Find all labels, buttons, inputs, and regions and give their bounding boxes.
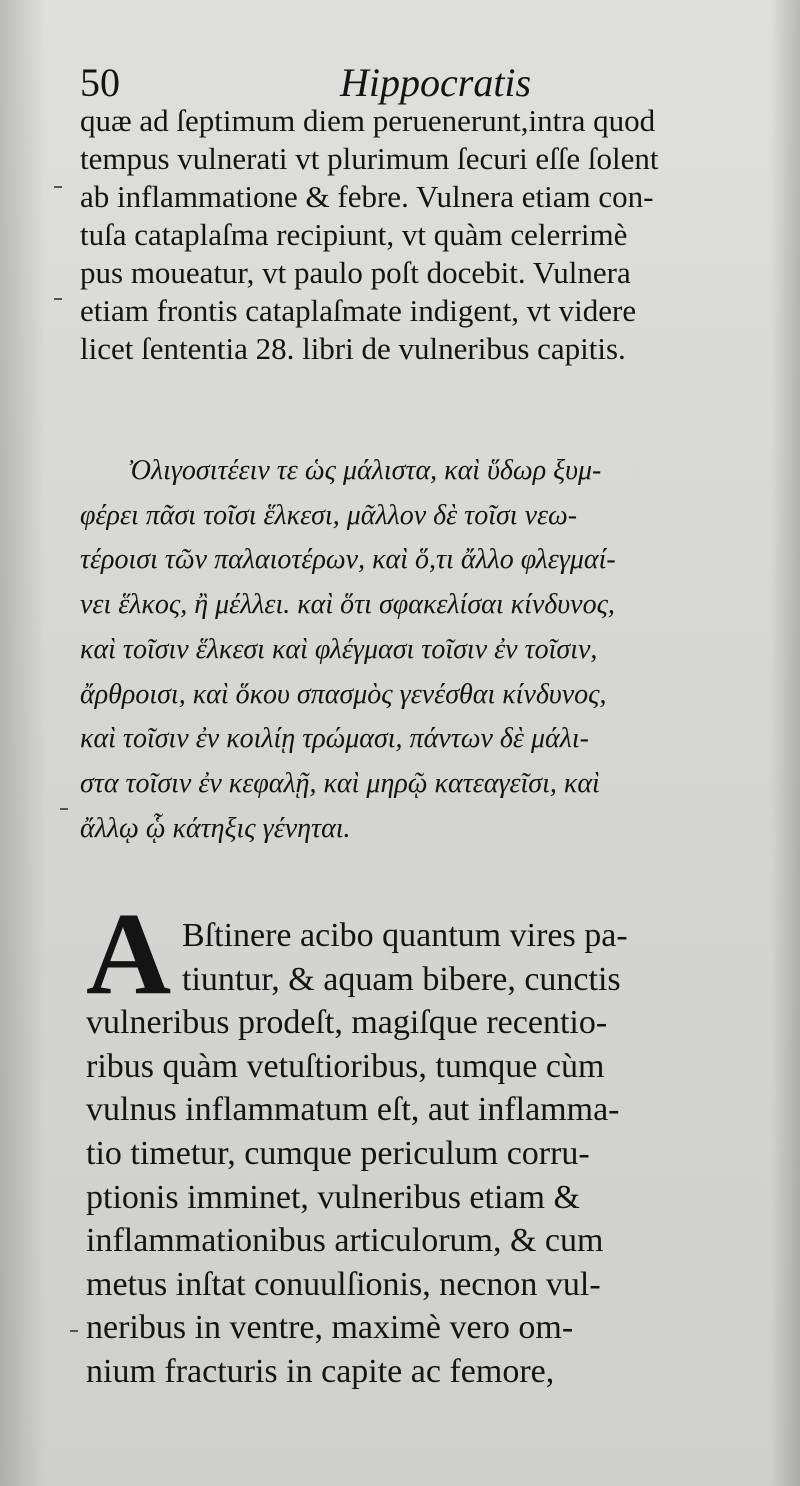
text-line: ribus quàm vetuſtioribus, tumque cùm bbox=[86, 1047, 605, 1085]
text-line: ab inflammatione & febre. Vulnera etiam con- bbox=[80, 179, 654, 214]
text-line: vulneribus prodeſt, magiſque recentio- bbox=[86, 1004, 608, 1042]
greek-line: νει ἕλκος, ἢ μέλλει. καὶ ὅτι σφακελίσαι κίνδυνος, bbox=[80, 589, 615, 621]
greek-line: ἄρθροισι, καὶ ὅκου σπασμὸς γενέσθαι κίνδυνος, bbox=[80, 678, 607, 710]
text-line: tio timetur, cumque periculum corru- bbox=[86, 1134, 590, 1172]
text-line: tuſa cataplaſma recipiunt, vt quàm celerrimè bbox=[80, 217, 628, 252]
margin-mark bbox=[70, 1330, 78, 1332]
greek-line: καὶ τοῖσιν ἐν κοιλίῃ τρώμασι, πάντων δὲ μάλι- bbox=[80, 723, 589, 755]
text-line: metus inſtat conuulſionis, necnon vul- bbox=[86, 1265, 601, 1303]
text-line: pus moueatur, vt paulo poſt docebit. Vulnera bbox=[80, 255, 631, 290]
text-line: Bſtinere acibo quantum vires pa- bbox=[182, 917, 628, 954]
greek-line: Ὀλιγοσιτέειν τε ὡς μάλιστα, καὶ ὕδωρ ξυμ- bbox=[128, 455, 602, 486]
greek-line: καὶ τοῖσιν ἕλκεσι καὶ φλέγμασι τοῖσιν ἐν τοῖσιν, bbox=[80, 633, 598, 665]
greek-line: φέρει πᾶσι τοῖσι ἕλκεσι, μᾶλλον δὲ τοῖσι νεω- bbox=[80, 499, 578, 531]
greek-aphorism bbox=[80, 449, 740, 851]
running-head: Hippocratis bbox=[340, 60, 532, 105]
drop-cap: A bbox=[86, 888, 172, 1019]
text-line: inflammationibus articulorum, & cum bbox=[86, 1222, 604, 1260]
margin-mark bbox=[54, 186, 62, 188]
margin-mark bbox=[54, 298, 62, 300]
greek-line: τέροισι τῶν παλαιοτέρων, καὶ ὅ,τι ἄλλο φλεγμαί- bbox=[80, 544, 616, 576]
page-gutter-shadow bbox=[0, 0, 46, 1486]
latin-commentary-top bbox=[80, 102, 730, 368]
page-number: 50 bbox=[80, 60, 120, 105]
text-line: tiuntur, & aquam bibere, cunctis bbox=[182, 960, 621, 998]
greek-line: ἄλλῳ ᾧ κάτηξις γένηται. bbox=[80, 812, 351, 844]
text-line: vulnus inflammatum eſt, aut inflamma- bbox=[86, 1091, 620, 1129]
text-line: neribus in ventre, maximè vero om- bbox=[86, 1309, 574, 1347]
text-line: quæ ad ſeptimum diem peruenerunt,intra quod bbox=[80, 103, 656, 138]
margin-mark bbox=[60, 808, 68, 810]
text-line: nium fracturis in capite ac femore, bbox=[86, 1352, 555, 1390]
greek-line: στα τοῖσιν ἐν κεφαλῇ, καὶ μηρῷ κατεαγεῖσι, καὶ bbox=[80, 767, 600, 799]
page-header bbox=[80, 58, 740, 108]
text-line: ptionis imminet, vulneribus etiam & bbox=[86, 1178, 580, 1216]
text-line: tempus vulnerati vt plurimum ſecuri eſſe ſolent bbox=[80, 141, 659, 176]
page-edge-shadow bbox=[770, 0, 800, 1486]
text-line: licet ſententia 28. libri de vulneribus capitis. bbox=[80, 331, 626, 366]
latin-translation bbox=[86, 914, 736, 1394]
text-line: etiam frontis cataplaſmate indigent, vt videre bbox=[80, 293, 637, 328]
